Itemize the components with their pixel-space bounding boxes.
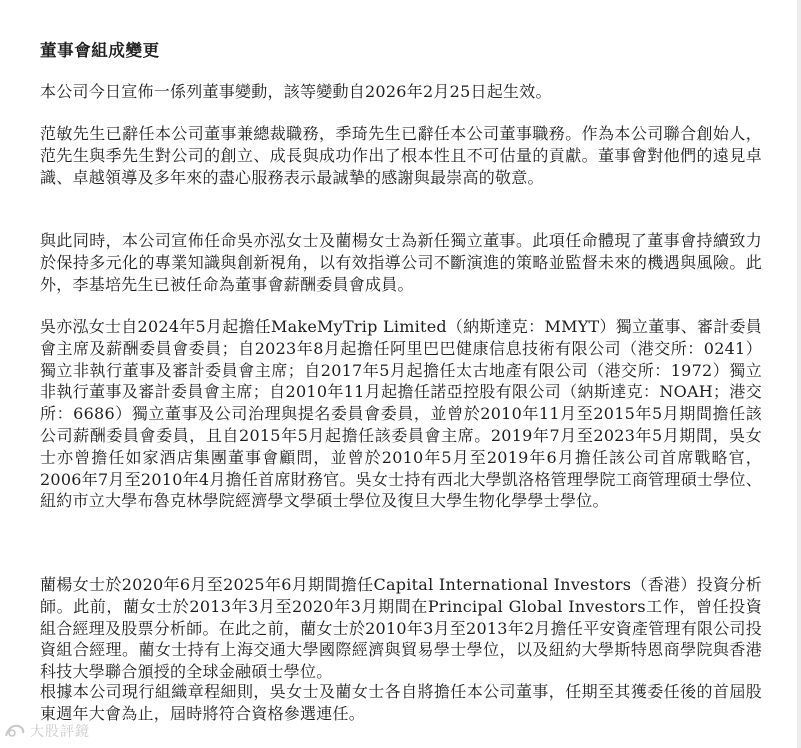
watermark-text: 大股評鏡: [30, 724, 90, 740]
paragraph-effective-date: 本公司今日宣佈一係列董事變動，該等變動自2026年2月25日起生效。: [40, 82, 552, 101]
paragraph-bio-wu: 吳亦泓女士自2024年5月起擔任MakeMyTrip Limited（納斯達克：MMYT）獨立董事、審計委員會主席及薪酬委員會委員；自2023年8月起擔任阿里巴巴健康信息技術有限公司（港交所：0241）獨立非執行董事及審計委員會主席；自2017年5月起擔任太古地產有限公司（港交所：1972）獨立非執行董事及審計委員會主席；自2010年11月起擔任諾亞控股有限公司（納斯達克：NOAH；港交所：6686）獨立董事及公司治理與提名委員會委員，並曾於2010年11月至2015年5月期間擔任該公司薪酬委員會委員，且自2015年5月起擔任該委員會主席。2019年7月至2023年5月期間，吳女士亦曾擔任如家酒店集團董事會顧問，並曾於2010年5月至2019年6月擔任該公司首席戰略官，2006年7月至2010年4月擔任首席財務官。吳女士持有西北大學凱洛格管理學院工商管理碩士學位、紐約市立大學布魯克林學院經濟學文學碩士學位及復旦大學生物化學學士學位。: [40, 317, 762, 511]
paragraph-bio-lin: 藺楊女士於2020年6月至2025年6月期間擔任Capital International Investors（香港）投資分析師。此前，藺女士於2013年3月至2020年3月期間在Principal Global Investors工作，曾任投資組合經理及股票分析師。在此之前，藺女士於2010年3月至2013年2月擔任平安資產管理有限公司投資組合經理。藺女士持有上海交通大學國際經濟與貿易學士學位，以及紐約大學斯特恩商學院與香港科技大學聯合頒授的全球金融碩士學位。: [40, 575, 762, 682]
section-heading: 董事會組成變更: [40, 41, 160, 60]
paragraph-term: 根據本公司現行組織章程細則，吳女士及藺女士各自將擔任本公司董事，任期至其獲委任後的首屆股東週年大會為止，屆時將符合資格參選連任。: [40, 682, 762, 723]
watermark: [4, 719, 90, 743]
paragraph-resignations: 范敏先生已辭任本公司董事兼總裁職務，季琦先生已辭任本公司董事職務。作為本公司聯合創始人，范先生與季先生對公司的創立、成長與成功作出了根本性且不可估量的貢獻。董事會對他們的遠見卓識、卓越領導及多年來的盡心服務表示最誠摯的感謝與最崇高的敬意。: [40, 124, 762, 187]
paragraph-appointments: 與此同時，本公司宣佈任命吳亦泓女士及藺楊女士為新任獨立董事。此項任命體現了董事會持續致力於保持多元化的專業知識與創新視角，以有效指導公司不斷演進的策略並監督未來的機遇與風險。此外，李基培先生已被任命為董事會薪酬委員會成員。: [40, 231, 762, 294]
brand-logo-icon: [4, 722, 26, 740]
scrollbar[interactable]: [797, 0, 801, 748]
